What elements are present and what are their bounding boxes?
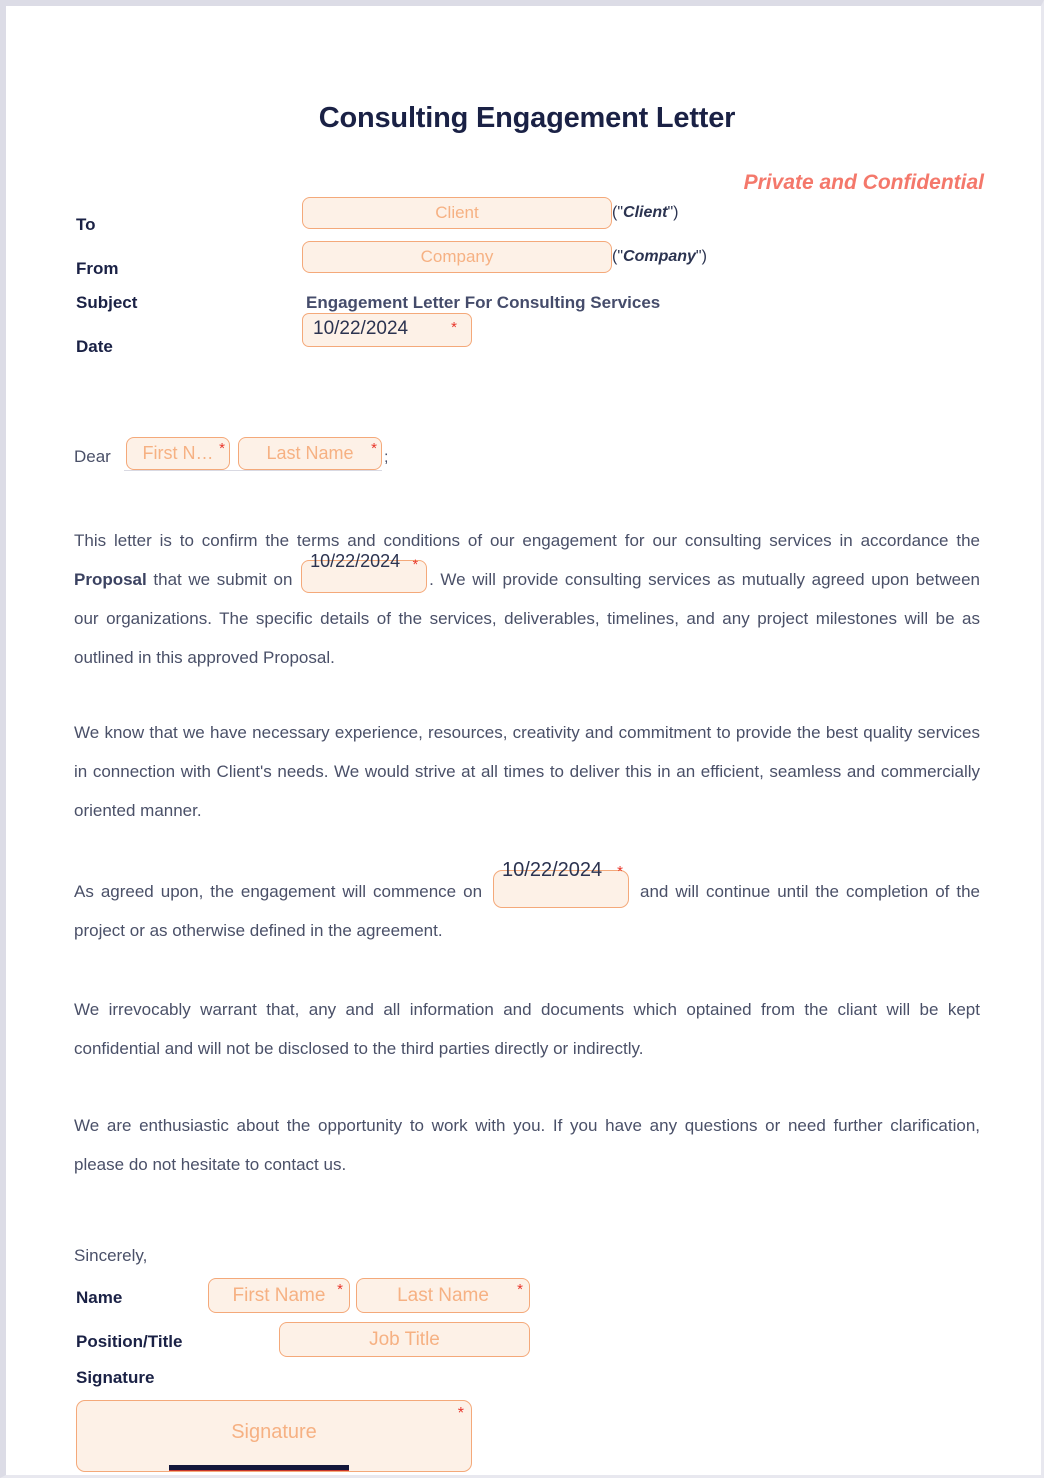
date-input[interactable] bbox=[302, 313, 472, 347]
to-suffix-open: (" bbox=[612, 204, 624, 221]
salutation-underline bbox=[124, 470, 382, 471]
salutation-last-name-input[interactable] bbox=[238, 437, 382, 470]
from-suffix-term: Company bbox=[623, 248, 696, 265]
job-title-placeholder: Job Title bbox=[369, 1329, 440, 1350]
paragraph-4: We irrevocably warrant that, any and all information and documents which optained from the cliant will be kept confidential and will not be disclosed to the third parties directly or indirectly. bbox=[74, 1000, 980, 1058]
from-field-wrap bbox=[302, 241, 707, 273]
proposal-date-input[interactable] bbox=[301, 551, 427, 593]
paragraph-1-proposal-bold: Proposal bbox=[74, 570, 147, 589]
salutation-last-name-asterisk: * bbox=[371, 440, 377, 457]
salutation-first-name-input[interactable] bbox=[126, 437, 230, 470]
closing-last-name-asterisk: * bbox=[517, 1281, 523, 1298]
paragraph-2: We know that we have necessary experience, resources, creativity and commitment to provide the best quality services in connection with Client's needs. We would strive at all times to deliver this in an efficient, seamless and commercially oriented manner. bbox=[74, 723, 980, 820]
closing-row-position bbox=[68, 1322, 986, 1366]
salutation-first-name-placeholder: First N… bbox=[142, 443, 214, 463]
paragraph-1 bbox=[68, 521, 986, 677]
signature-input[interactable] bbox=[76, 1400, 472, 1472]
signature-required-asterisk: * bbox=[457, 1405, 464, 1422]
closing-last-name-placeholder: Last Name bbox=[397, 1285, 489, 1306]
closing-sincerely: Sincerely, bbox=[74, 1246, 148, 1265]
from-suffix-open: (" bbox=[612, 248, 624, 265]
commencement-date-input[interactable] bbox=[493, 859, 629, 908]
to-label: To bbox=[76, 215, 96, 234]
from-suffix bbox=[612, 248, 707, 265]
to-suffix bbox=[612, 204, 678, 221]
signature-label: Signature bbox=[76, 1368, 155, 1387]
job-title-input[interactable] bbox=[279, 1322, 530, 1357]
salutation-first-name-asterisk: * bbox=[219, 440, 225, 457]
commencement-date-asterisk: * bbox=[617, 863, 624, 880]
signature-placeholder: Signature bbox=[231, 1421, 317, 1443]
closing-row-name bbox=[68, 1278, 986, 1322]
from-suffix-close: ") bbox=[695, 248, 707, 265]
paragraph-1-text-a: This letter is to confirm the terms and conditions of our engagement for our consulting services in accordance the bbox=[74, 531, 980, 550]
to-suffix-term: Client bbox=[623, 204, 668, 221]
page-title: Consulting Engagement Letter bbox=[318, 102, 736, 134]
client-input[interactable] bbox=[302, 197, 612, 229]
letter-header-meta bbox=[68, 197, 986, 373]
closing-row-signature-label bbox=[68, 1366, 986, 1400]
closing-first-name-asterisk: * bbox=[337, 1281, 343, 1298]
proposal-date-value: 10/22/2024 bbox=[310, 551, 401, 571]
salutation-greeting: Dear bbox=[74, 447, 111, 466]
paragraph-1-text-b: that we submit on bbox=[146, 570, 300, 589]
header-row-from bbox=[68, 241, 986, 285]
paragraph-5: We are enthusiastic about the opportunity to work with you. If you have any questions or need further clarification, please do not hesitate to contact us. bbox=[74, 1116, 980, 1174]
closing-first-name-input[interactable] bbox=[208, 1278, 350, 1313]
date-label: Date bbox=[76, 337, 113, 356]
paragraph-3 bbox=[68, 859, 986, 950]
closing-name-label: Name bbox=[76, 1288, 123, 1307]
paragraph-3-text-a: As agreed upon, the engagement will commence on bbox=[74, 882, 490, 901]
subject-label: Subject bbox=[76, 293, 138, 312]
header-row-subject bbox=[68, 285, 986, 329]
closing-position-label: Position/Title bbox=[76, 1332, 183, 1351]
date-required-asterisk: * bbox=[451, 319, 457, 336]
subject-value: Engagement Letter For Consulting Services bbox=[306, 293, 661, 312]
proposal-date-asterisk: * bbox=[412, 556, 419, 572]
client-input-placeholder: Client bbox=[435, 203, 479, 222]
salutation-line bbox=[68, 423, 986, 473]
document-content bbox=[68, 6, 986, 1472]
closing-last-name-input[interactable] bbox=[356, 1278, 530, 1313]
date-input-value: 10/22/2024 bbox=[313, 318, 409, 339]
paragraph-3-text-b: and will continue until the completion of the project or as otherwise defined in the agreement. bbox=[74, 882, 980, 940]
company-input[interactable] bbox=[302, 241, 612, 273]
confidential-notice: Private and Confidential bbox=[743, 171, 984, 194]
salutation-punctuation: ; bbox=[384, 449, 389, 466]
company-input-placeholder: Company bbox=[420, 247, 494, 266]
to-suffix-close: ") bbox=[667, 204, 679, 221]
salutation-last-name-placeholder: Last Name bbox=[266, 443, 354, 463]
header-row-to bbox=[68, 197, 986, 241]
from-label: From bbox=[76, 259, 119, 278]
paragraph-1-text-c: . We will provide consulting services as mutually agreed upon between our organizations. The specific details of the services, deliverables, timelines, and any project milestones will be as outlined in this approved Proposal. bbox=[74, 570, 980, 667]
to-field-wrap bbox=[302, 197, 678, 229]
signature-block bbox=[68, 1278, 986, 1472]
header-row-date bbox=[68, 318, 986, 373]
closing-first-name-placeholder: First Name bbox=[232, 1285, 326, 1306]
signature-baseline bbox=[169, 1465, 349, 1470]
commencement-date-value: 10/22/2024 bbox=[502, 859, 603, 881]
